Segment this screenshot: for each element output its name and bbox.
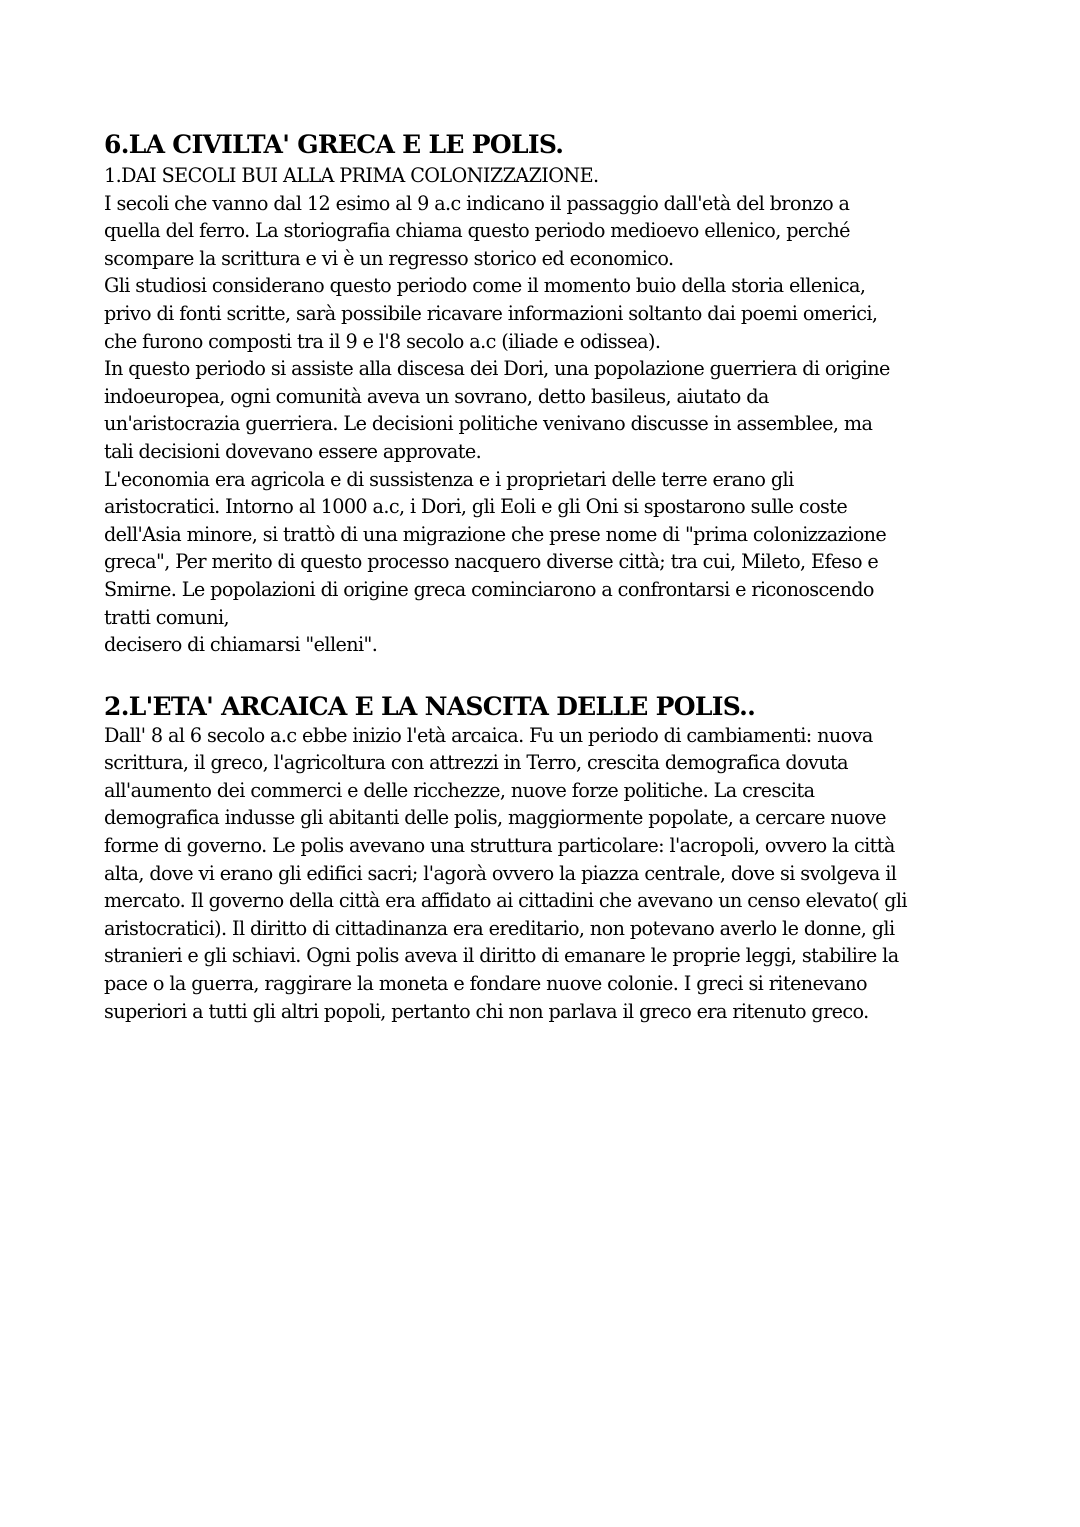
text-line: stranieri e gli schiavi. Ogni polis aveva il diritto di emanare le proprie leggi, stabilire la xyxy=(104,944,899,968)
text-line: dell'Asia minore, si trattò di una migrazione che prese nome di "prima colonizzazione xyxy=(104,522,887,546)
section-2-heading: 2.L'ETA' ARCAICA E LA NASCITA DELLE POLIS.. xyxy=(104,691,756,721)
text-line: alta, dove vi erano gli edifici sacri; l'agorà ovvero la piazza centrale, dove si svolgeva il xyxy=(104,861,897,885)
text-line: I secoli che vanno dal 12 esimo al 9 a.c indicano il passaggio dall'età del bronzo a xyxy=(104,191,850,215)
text-line: L'economia era agricola e di sussistenza e i proprietari delle terre erano gli xyxy=(104,467,794,491)
text-line: che furono composti tra il 9 e l'8 secolo a.c (iliade e odissea). xyxy=(104,329,661,353)
text-line: tratti comuni, xyxy=(104,605,230,629)
text-line: Gli studiosi considerano questo periodo come il momento buio della storia ellenica, xyxy=(104,274,866,298)
text-line: greca", Per merito di questo processo nacquero diverse città; tra cui, Mileto, Efeso e xyxy=(104,550,879,574)
text-line: quella del ferro. La storiografia chiama questo periodo medioevo ellenico, perché xyxy=(104,219,850,243)
text-line: un'aristocrazia guerriera. Le decisioni politiche venivano discusse in assemblee, ma xyxy=(104,412,873,436)
section-1-body xyxy=(104,190,1004,659)
text-line: scrittura, il greco, l'agricoltura con attrezzi in Terro, crescita demografica dovuta xyxy=(104,751,849,775)
text-line: Dall' 8 al 6 secolo a.c ebbe inizio l'età arcaica. Fu un periodo di cambiamenti: nuova xyxy=(104,723,873,747)
text-line: In questo periodo si assiste alla discesa dei Dori, una popolazione guerriera di origine xyxy=(104,357,890,381)
text-line: superiori a tutti gli altri popoli, pertanto chi non parlava il greco era ritenuto greco. xyxy=(104,999,869,1023)
text-line: tali decisioni dovevano essere approvate. xyxy=(104,439,482,463)
document-content xyxy=(104,128,1004,1025)
text-line: pace o la guerra, raggirare la moneta e fondare nuove colonie. I greci si ritenevano xyxy=(104,972,867,996)
text-line: mercato. Il governo della città era affidato ai cittadini che avevano un censo elevato( gli xyxy=(104,889,907,913)
text-line: aristocratici. Intorno al 1000 a.c, i Dori, gli Eoli e gli Oni si spostarono sulle coste xyxy=(104,495,848,519)
text-line: aristocratici). Il diritto di cittadinanza era ereditario, non potevano averlo le donne, gli xyxy=(104,916,895,940)
text-line: indoeuropea, ogni comunità aveva un sovrano, detto basileus, aiutato da xyxy=(104,384,769,408)
text-line: Smirne. Le popolazioni di origine greca cominciarono a confrontarsi e riconoscendo xyxy=(104,577,874,601)
text-line: scompare la scrittura e vi è un regresso storico ed economico. xyxy=(104,246,674,270)
section-2-body xyxy=(104,722,1004,1026)
text-line: all'aumento dei commerci e delle ricchezze, nuove forze politiche. La crescita xyxy=(104,778,815,802)
text-line: privo di fonti scritte, sarà possibile ricavare informazioni soltanto dai poemi omerici, xyxy=(104,301,878,325)
text-line: decisero di chiamarsi "elleni". xyxy=(104,633,378,657)
document-title: 6.LA CIVILTA' GRECA E LE POLIS. xyxy=(104,130,564,159)
section-spacer xyxy=(104,659,1004,692)
section-1-heading: 1.DAI SECOLI BUI ALLA PRIMA COLONIZZAZIONE. xyxy=(104,164,599,187)
text-line: demografica indusse gli abitanti delle polis, maggiormente popolate, a cercare nuove xyxy=(104,806,886,830)
text-line: forme di governo. Le polis avevano una struttura particolare: l'acropoli, ovvero la città xyxy=(104,834,895,858)
